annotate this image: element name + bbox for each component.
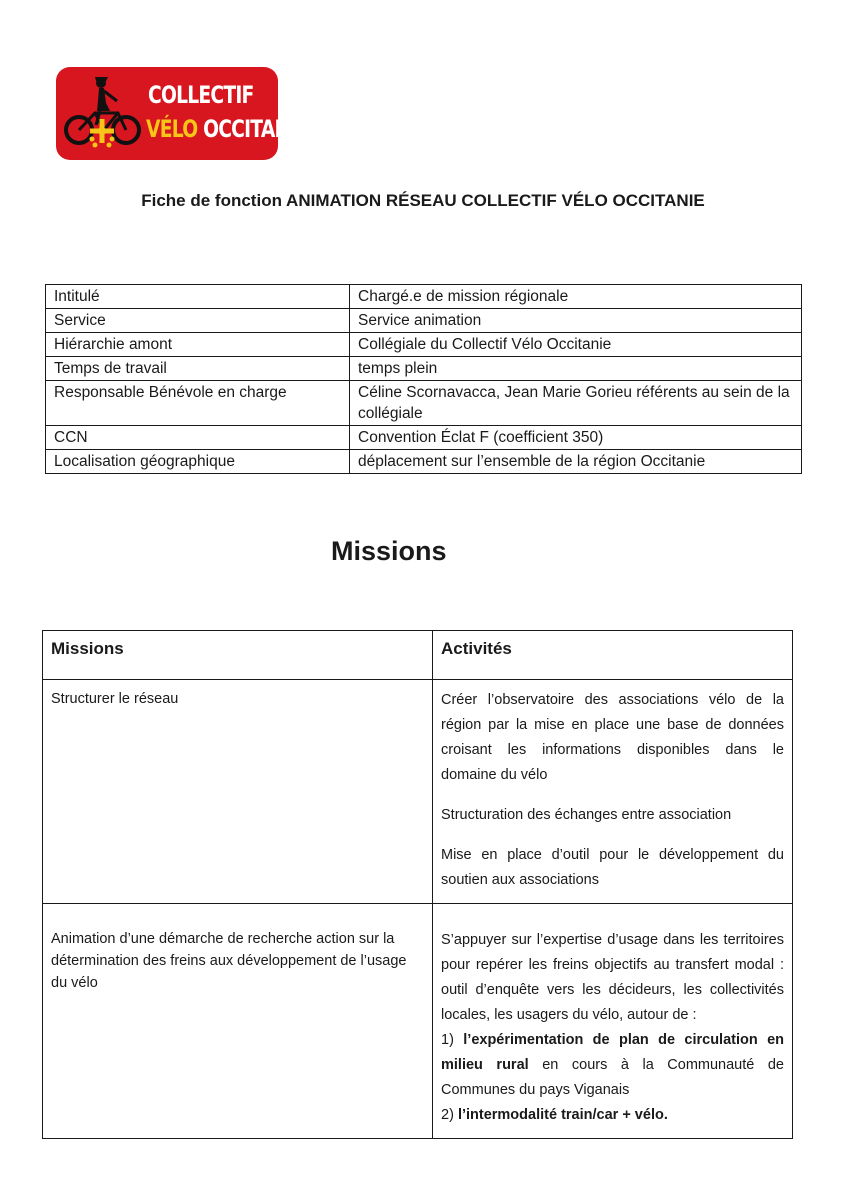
info-row: [46, 357, 802, 381]
item-number: 1): [441, 1032, 454, 1048]
info-label: Responsable Bénévole en charge: [46, 381, 350, 426]
info-value: Chargé.e de mission régionale: [350, 285, 802, 309]
activity-numbered-item: [441, 1103, 784, 1128]
activities-cell: [433, 904, 793, 1139]
activities-cell: [433, 680, 793, 904]
info-table: [45, 284, 802, 474]
missions-heading: Missions: [331, 536, 447, 566]
info-label: CCN: [46, 426, 350, 450]
document-title: Fiche de fonction ANIMATION RÉSEAU COLLECTIF VÉLO OCCITANIE: [141, 191, 705, 210]
info-row: [46, 426, 802, 450]
missions-column-header: Missions: [43, 631, 433, 680]
mission-row: [43, 904, 793, 1139]
info-row: [46, 309, 802, 333]
missions-header-row: [43, 631, 793, 680]
logo-line-1: COLLECTIF: [148, 81, 254, 109]
activity-intro: S’appuyer sur l’expertise d’usage dans les territoires pour repérer les freins objectifs au transfert modal : outil d’enquête vers les décideurs, les collectivités locales, les usagers du vélo, autour de :: [441, 932, 784, 1023]
logo-velo: VÉLO: [146, 115, 198, 143]
activity-item: Mise en place d’outil pour le développement du soutien aux associations: [441, 847, 784, 888]
item-bold-text: l’intermodalité train/car + vélo.: [457, 1107, 668, 1123]
logo-line-2: [146, 115, 308, 143]
activities-column-header: Activités: [433, 631, 793, 680]
info-value: déplacement sur l’ensemble de la région Occitanie: [350, 450, 802, 474]
cyclist-icon: [62, 73, 146, 155]
info-value: Convention Éclat F (coefficient 350): [350, 426, 802, 450]
mission-row: [43, 680, 793, 904]
info-row: [46, 285, 802, 309]
activity-item: Créer l’observatoire des associations vélo de la région par la mise en place une base de données croisant les informations disponibles dans le domaine du vélo: [441, 692, 784, 783]
info-label: Localisation géographique: [46, 450, 350, 474]
item-bold-text: l’expérimentation de plan de circulation en milieu rural: [441, 1032, 784, 1073]
activity-item: Structuration des échanges entre association: [441, 807, 732, 823]
activity-numbered-item: [441, 1028, 784, 1103]
info-row: [46, 450, 802, 474]
info-label: Hiérarchie amont: [46, 333, 350, 357]
info-value: Service animation: [350, 309, 802, 333]
info-row: [46, 381, 802, 426]
info-label: Intitulé: [46, 285, 350, 309]
item-number: 2): [441, 1107, 454, 1123]
info-label: Temps de travail: [46, 357, 350, 381]
mission-cell: Animation d’une démarche de recherche action sur la détermination des freins aux développement de l’usage du vélo: [43, 904, 433, 1139]
item-text: en cours à la Communauté de Communes du pays Viganais: [441, 1057, 785, 1098]
logo-occitanie: OCCITANIE: [203, 115, 308, 143]
info-value: temps plein: [350, 357, 802, 381]
mission-cell: Structurer le réseau: [43, 680, 433, 904]
logo: [56, 67, 308, 160]
info-label: Service: [46, 309, 350, 333]
info-value: Céline Scornavacca, Jean Marie Gorieu référents au sein de la collégiale: [350, 381, 802, 426]
info-value: Collégiale du Collectif Vélo Occitanie: [350, 333, 802, 357]
info-row: [46, 333, 802, 357]
missions-table: [42, 630, 793, 1139]
